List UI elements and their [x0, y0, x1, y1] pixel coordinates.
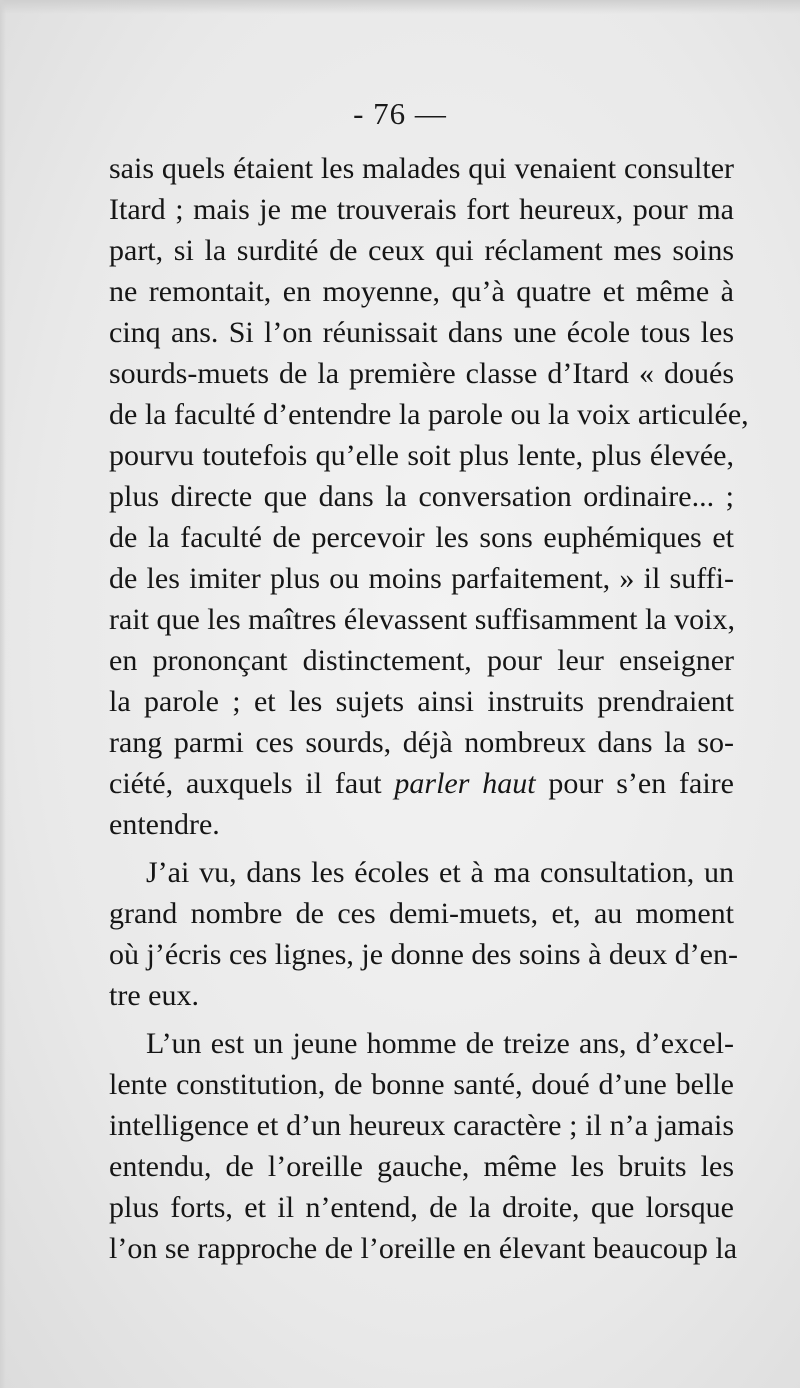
text-line: Itard ; mais je me trouverais fort heureux, pour ma [109, 193, 734, 226]
text-line: rait que les maîtres élevassent suffisamment la voix, [109, 603, 735, 636]
paragraph-2 [109, 852, 738, 1016]
text-line: cinq ans. Si l’on réunissait dans une école tous les [109, 316, 734, 349]
text-line: pourvu toutefois qu’elle soit plus lente, plus élevée, [109, 439, 734, 472]
body-text [109, 148, 749, 1269]
text-line: l’on se rapproche de l’oreille en élevant beaucoup la [109, 1232, 738, 1265]
text-line: de les imiter plus ou moins parfaitement, » il suffi- [109, 562, 734, 595]
italic-phrase: parler haut [394, 767, 536, 800]
page-top-shadow [0, 0, 800, 14]
text-line: sais quels étaient les malades qui venaient consulter [109, 152, 734, 185]
text-line: J’ai vu, dans les écoles et à ma consultation, un [146, 856, 734, 889]
text-line: part, si la surdité de ceux qui réclament mes soins [109, 234, 734, 267]
text-line: où j’écris ces lignes, je donne des soins à deux d’en- [109, 938, 738, 971]
text-line: plus directe que dans la conversation ordinaire... ; [109, 480, 734, 513]
text-line: tre eux. [109, 979, 199, 1012]
paragraph-3 [109, 1023, 738, 1269]
text-line: entendre. [109, 808, 220, 841]
text-line: intelligence et d’un heureux caractère ; il n’a jamais [109, 1109, 734, 1142]
text-line: sourds-muets de la première classe d’Itard « doués [109, 357, 734, 390]
text-line-with-italic [109, 763, 734, 804]
text-line: grand nombre de ces demi-muets, et, au moment [109, 897, 734, 930]
page-left-shadow [0, 0, 6, 1388]
page-number: - 76 — [353, 96, 447, 131]
text-segment: ciété, auxquels il faut [109, 767, 395, 800]
text-segment: pour s’en faire [535, 767, 734, 800]
text-line: lente constitution, de bonne santé, doué d’une belle [109, 1068, 734, 1101]
text-line: en prononçant distinctement, pour leur enseigner [109, 644, 734, 677]
text-line: ne remontait, en moyenne, qu’à quatre et même à [109, 275, 734, 308]
text-line: plus forts, et il n’entend, de la droite, que lorsque [109, 1191, 734, 1224]
text-line: entendu, de l’oreille gauche, même les bruits les [109, 1150, 734, 1183]
text-line: la parole ; et les sujets ainsi instruits prendraient [109, 685, 734, 718]
paragraph-1 [109, 148, 749, 845]
text-line: de la faculté d’entendre la parole ou la voix articulée, [109, 398, 749, 431]
text-line: de la faculté de percevoir les sons euphémiques et [109, 521, 734, 554]
text-line: rang parmi ces sourds, déjà nombreux dans la so- [109, 726, 734, 759]
text-line: L’un est un jeune homme de treize ans, d’excel- [146, 1027, 734, 1060]
